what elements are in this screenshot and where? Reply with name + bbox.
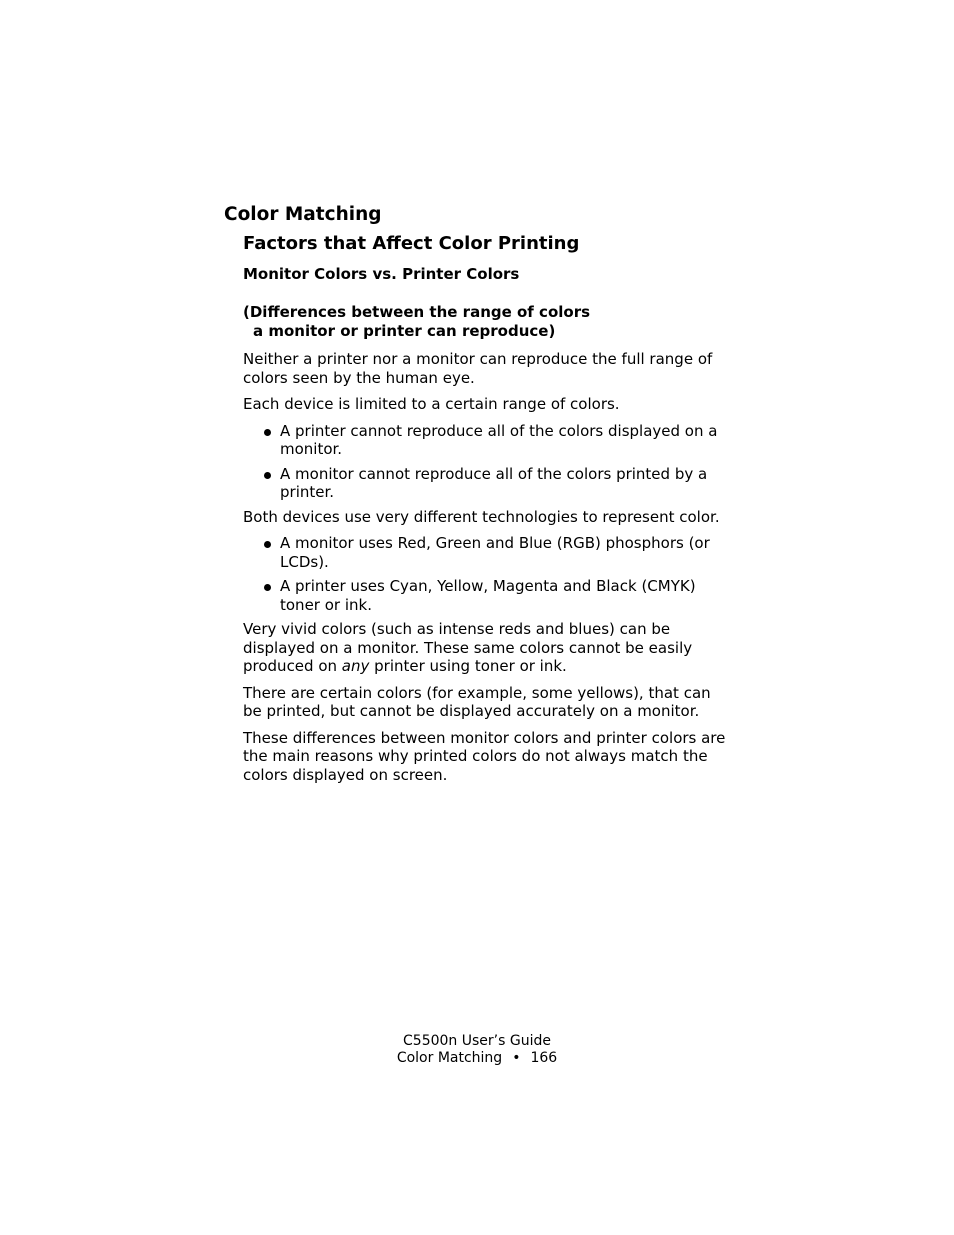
bullet-icon (264, 541, 271, 548)
footer-guide-title: C5500n User’s Guide (403, 1033, 551, 1049)
section-heading: Color Matching (224, 204, 382, 225)
list-item-text: A printer uses Cyan, Yellow, Magenta and Black (CMYK) toner or ink. (280, 577, 696, 614)
bullet-icon (264, 472, 271, 479)
paragraph-range: Neither a printer nor a monitor can reproduce the full range of colors seen by the human eye. (243, 350, 713, 387)
paragraph-yellows: There are certain colors (for example, some yellows), that can be printed, but cannot be displayed accurately on a monitor. (243, 683, 711, 720)
list-item (243, 577, 733, 614)
vivid-text-start: Very vivid colors (such as intense reds and blues) can be displayed on a monitor. These same colors cannot be easily produced on (243, 620, 693, 675)
vivid-text-emphasis: any (341, 657, 370, 675)
bullet-list-limits (243, 422, 733, 502)
footer-section-page (0, 1050, 954, 1068)
body-content (243, 350, 733, 792)
list-item-text: A monitor uses Red, Green and Blue (RGB) phosphors (or LCDs). (280, 534, 710, 571)
paragraph-vivid-colors (243, 620, 733, 676)
subsection-heading: Factors that Affect Color Printing (243, 233, 580, 254)
bullet-icon (264, 584, 271, 591)
topic-heading: Monitor Colors vs. Printer Colors (243, 265, 520, 283)
paragraph-technologies: Both devices use very different technologies to represent color. (243, 507, 720, 526)
subtopic-heading (243, 303, 590, 340)
footer-section: Color Matching (396, 1050, 503, 1066)
list-item (243, 422, 733, 459)
vivid-text-end: printer using toner or ink. (369, 657, 567, 675)
list-item-text: A monitor cannot reproduce all of the colors printed by a printer. (280, 464, 708, 501)
list-item (243, 465, 733, 502)
paragraph-conclusion: These differences between monitor colors and printer colors are the main reasons why printed colors do not always match the colors displayed on screen. (243, 728, 726, 784)
subtopic-heading-line-2: a monitor or printer can reproduce) (253, 321, 556, 340)
list-item (243, 534, 733, 571)
bullet-list-technologies (243, 534, 733, 614)
footer-separator: • (512, 1050, 521, 1066)
subtopic-heading-line-1: (Differences between the range of colors (243, 303, 591, 321)
paragraph-limited: Each device is limited to a certain range of colors. (243, 395, 620, 413)
list-item-text: A printer cannot reproduce all of the colors displayed on a monitor. (280, 421, 718, 458)
page-number: 166 (530, 1050, 558, 1066)
bullet-icon (264, 429, 271, 436)
